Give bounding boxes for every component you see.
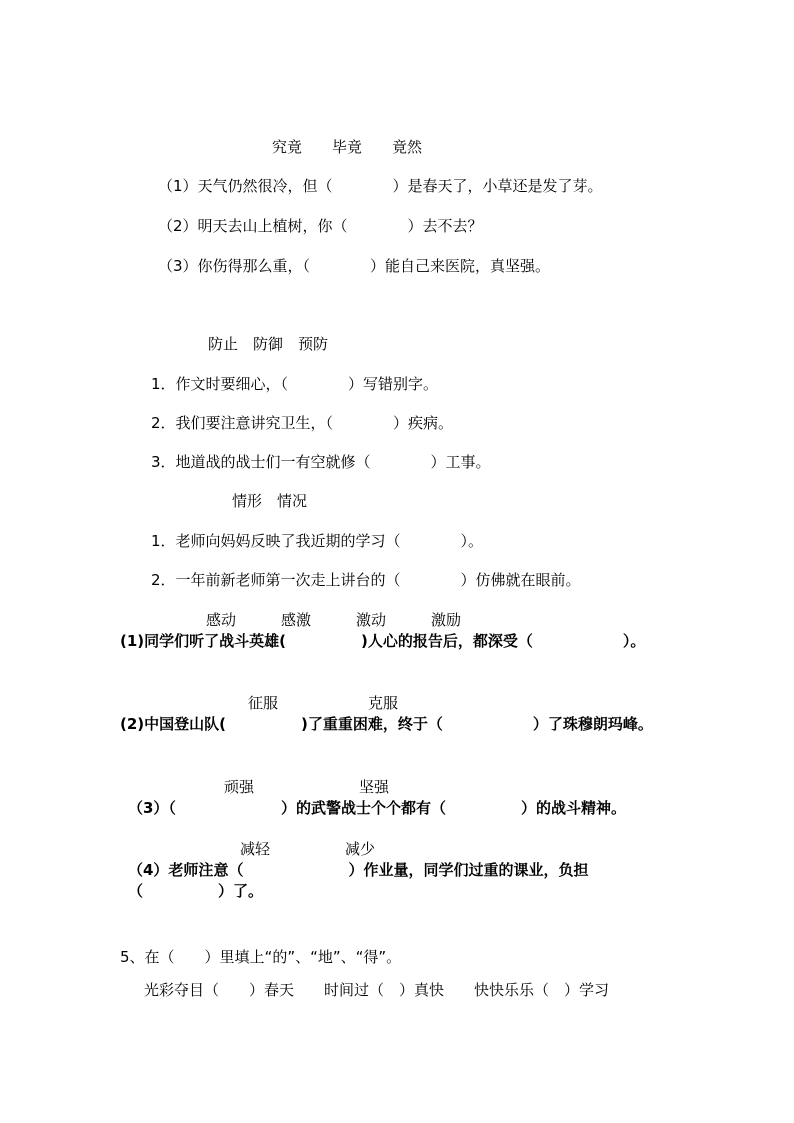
question-1-1: （1）天气仍然很冷，但（ ）是春天了，小草还是发了芽。: [158, 177, 603, 195]
word-choices-5: 征服 克服: [248, 694, 399, 712]
question-6-1: （3）（ ）的武警战士个个都有（ ）的战斗精神。: [128, 799, 626, 817]
word-choices-2: 防止 防御 预防: [208, 335, 329, 353]
question-4-1: (1)同学们听了战斗英雄( )人心的报告后，都深受（ ）。: [120, 632, 646, 650]
question-1-3: （3）你伤得那么重，（ ）能自己来医院，真坚强。: [158, 257, 551, 275]
word-choices-4: 感动 感激 激动 激励: [206, 611, 462, 629]
question-3-1: 1．老师向妈妈反映了我近期的学习（ ）。: [151, 532, 484, 550]
section-8-title: 5、在（ ）里填上“的”、“地”、“得”。: [120, 948, 402, 966]
question-1-2: （2）明天去山上植树，你（ ）去不去？: [158, 217, 483, 235]
question-2-3: 3．地道战的战士们一有空就修（ ）工事。: [151, 453, 491, 471]
question-7-1-line1: （4）老师注意（ ）作业量，同学们过重的课业，负担: [128, 861, 589, 879]
word-choices-6: 顽强 坚强: [224, 778, 390, 796]
question-5-1: (2)中国登山队( )了重重困难，终于（ ）了珠穆朗玛峰。: [120, 715, 653, 733]
word-choices-1: 究竟 毕竟 竟然: [272, 138, 423, 156]
word-choices-3: 情形 情况: [232, 492, 308, 510]
section-8-items: 光彩夺目（ ）春天 时间过（ ）真快 快快乐乐（ ）学习: [144, 981, 610, 999]
question-2-2: 2．我们要注意讲究卫生，（ ）疾病。: [151, 414, 454, 432]
question-3-2: 2．一年前新老师第一次走上讲台的（ ）仿佛就在眼前。: [151, 571, 581, 589]
word-choices-7: 减轻 减少: [240, 840, 376, 858]
question-7-1-line2: （ ）了。: [128, 882, 264, 900]
question-2-1: 1．作文时要细心，（ ）写错别字。: [151, 375, 439, 393]
